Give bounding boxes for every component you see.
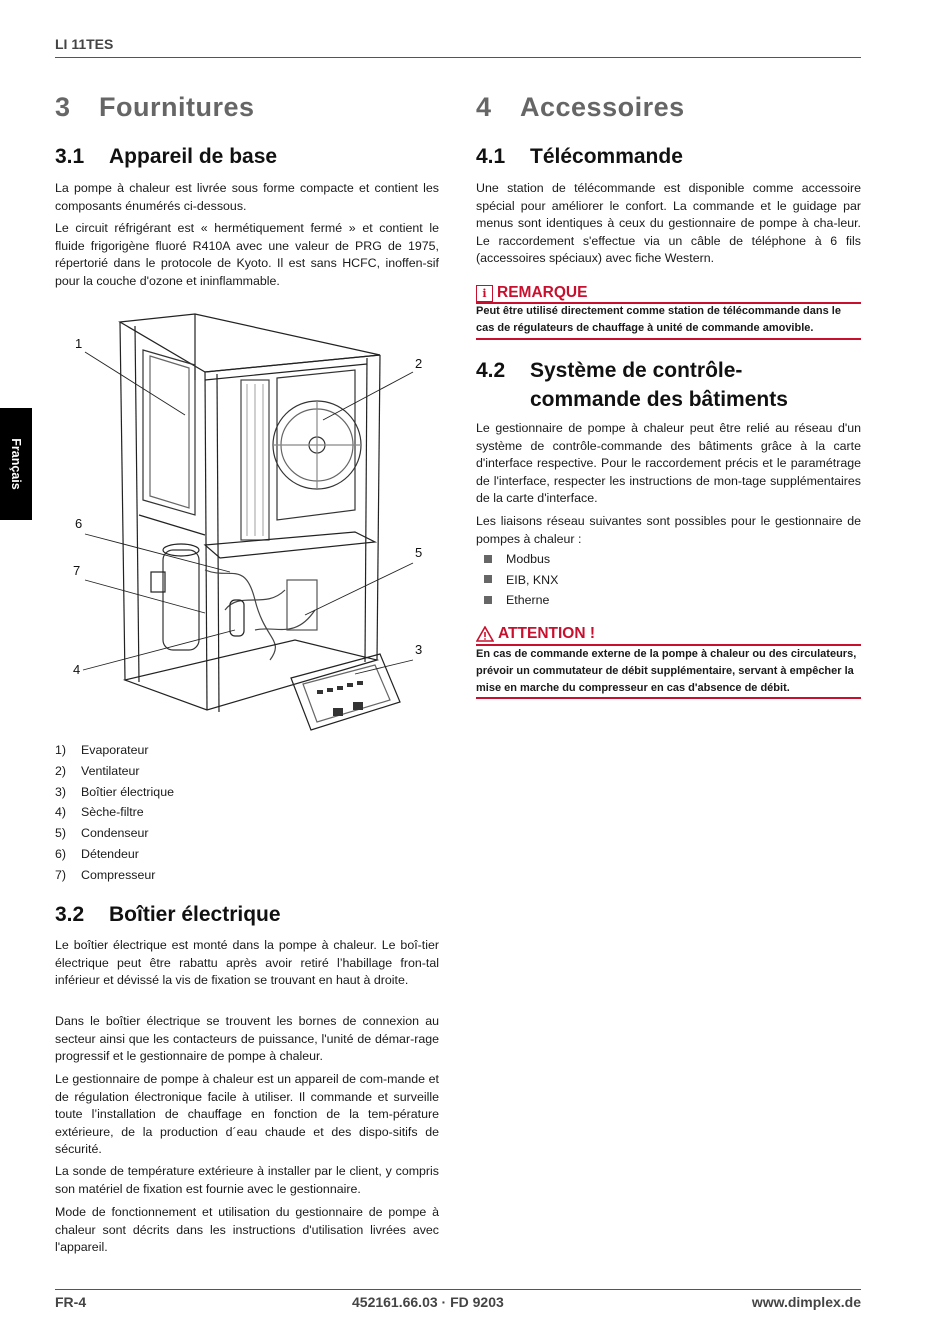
- footer-rule: [55, 1289, 861, 1290]
- page-number: FR-4: [55, 1294, 87, 1310]
- section-3-2-heading: 3.2 Boîtier électrique: [55, 903, 281, 926]
- language-tab: [0, 408, 32, 520]
- paragraph: Le gestionnaire de pompe à chaleur peut être relié au réseau d'un système de contrôle-commande des bâtiments grâce à la carte d'interface respective. Pour le raccordement précis et le paramétrage de l'interface, respecter les instructions de mon-tage supplémentaires de la carte d'interface.: [476, 421, 861, 505]
- section-3-heading: 3 Fournitures: [55, 92, 255, 122]
- attention-heading: ATTENTION !: [476, 625, 595, 643]
- paragraph: La pompe à chaleur est livrée sous forme compacte et contient les composants énumérés ci-dessous.: [55, 181, 439, 213]
- list-item: Etherne: [484, 590, 558, 611]
- warning-icon: [476, 626, 494, 642]
- paragraph: Le boîtier électrique est monté dans la pompe à chaleur. Le boî-tier électrique peut être rabattu après avoir retiré l’habillage fron-tal inférieur et dévissé la vis de fixation se trouvant en haut à droite.: [55, 938, 439, 987]
- attention-rule: [476, 697, 861, 699]
- attention-text: En cas de commande externe de la pompe à chaleur ou des circulateurs, prévoir un commutateur de débit supplémentaire, servant à empêcher la mise en marche du compresseur en cas d'absence de débit.: [476, 648, 857, 694]
- document-number: 452161.66.03 · FD 9203: [352, 1294, 504, 1310]
- legend-item: 2) Ventilateur: [55, 763, 140, 778]
- website-link[interactable]: www.dimplex.de: [751, 1294, 861, 1310]
- paragraph: Les liaisons réseau suivantes sont possibles pour le gestionnaire de pompes à chaleur :: [476, 514, 861, 546]
- section-4-heading: 4 Accessoires: [476, 92, 685, 122]
- network-list: [484, 549, 558, 611]
- header-rule: [55, 57, 861, 58]
- legend-item: 6) Détendeur: [55, 846, 139, 861]
- list-item: Modbus: [484, 549, 558, 570]
- remark-heading: i REMARQUE: [476, 284, 587, 302]
- section-4-1-heading: 4.1 Télécommande: [476, 145, 683, 168]
- paragraph: Une station de télécommande est disponible comme accessoire spécial pour améliorer le confort. La commande et le guidage par menus sont identiques à ceux du gestionnaire de pompe à cha-leur. Le raccordement s'effectue via un câble de téléphone à 6 fils (accessoires spéciaux) avec fiche Western.: [476, 181, 861, 265]
- heat-pump-drawing: [55, 310, 439, 740]
- component-legend: [55, 740, 174, 886]
- legend-item: 7) Compresseur: [55, 867, 156, 882]
- paragraph: Le circuit réfrigérant est « hermétiquement fermé » et contient le fluide frigorigène fluoré R410A avec une valeur de PRG de 1975, répertorié dans le protocole de Kyoto. Il est sans HCFC, inoffen-sif pour la couche d'ozone et ininflammable.: [55, 221, 439, 288]
- callout-label: 2: [415, 356, 423, 371]
- paragraph: Le gestionnaire de pompe à chaleur est un appareil de com-mande et de régulation électronique facile à utiliser. Il commande et surveille toute l’installation de chauffage en fonction de la tem-pérature extérieure, de la production d´eau chaude et des dispo-sitifs de sécurité.: [55, 1072, 439, 1156]
- callout-label: 5: [415, 545, 423, 560]
- section-4-2-heading: 4.2 Système de contrôle- commande des bâtiments: [476, 359, 788, 411]
- callout-label: 3: [415, 642, 423, 657]
- callout-label: 1: [75, 336, 83, 351]
- legend-item: 4) Sèche-filtre: [55, 805, 144, 820]
- legend-item: 3) Boîtier électrique: [55, 784, 174, 799]
- info-icon: i: [476, 285, 493, 302]
- heat-pump-illustration: [55, 310, 439, 740]
- legend-item: 5) Condenseur: [55, 826, 149, 841]
- paragraph: Mode de fonctionnement et utilisation du gestionnaire de pompe à chaleur sont décrits dans les instructions d'utilisation livrées avec l'appareil.: [55, 1205, 439, 1254]
- list-item: EIB, KNX: [484, 570, 558, 591]
- callout-label: 6: [75, 516, 83, 531]
- callout-label: 7: [73, 563, 81, 578]
- callout-label: 4: [73, 662, 81, 677]
- header-title: LI 11TES: [55, 36, 114, 52]
- section-3-1-heading: 3.1 Appareil de base: [55, 145, 278, 168]
- legend-item: 1) Evaporateur: [55, 743, 149, 757]
- remark-rule: [476, 338, 861, 340]
- remark-text: Peut être utilisé directement comme station de télécommande dans le cas de régulateurs de chauffage à unité de commande amovible.: [476, 305, 841, 334]
- language-tab-label: Français: [9, 438, 23, 490]
- paragraph: Dans le boîtier électrique se trouvent les bornes de connexion au secteur ainsi que les contacteurs de puissance, l'unité de démar-rage progressif et le gestionnaire de pompe à chaleur.: [55, 1014, 439, 1063]
- paragraph: La sonde de température extérieure à installer par le client, y compris son matériel de fixation est fournie avec le gestionnaire.: [55, 1164, 439, 1196]
